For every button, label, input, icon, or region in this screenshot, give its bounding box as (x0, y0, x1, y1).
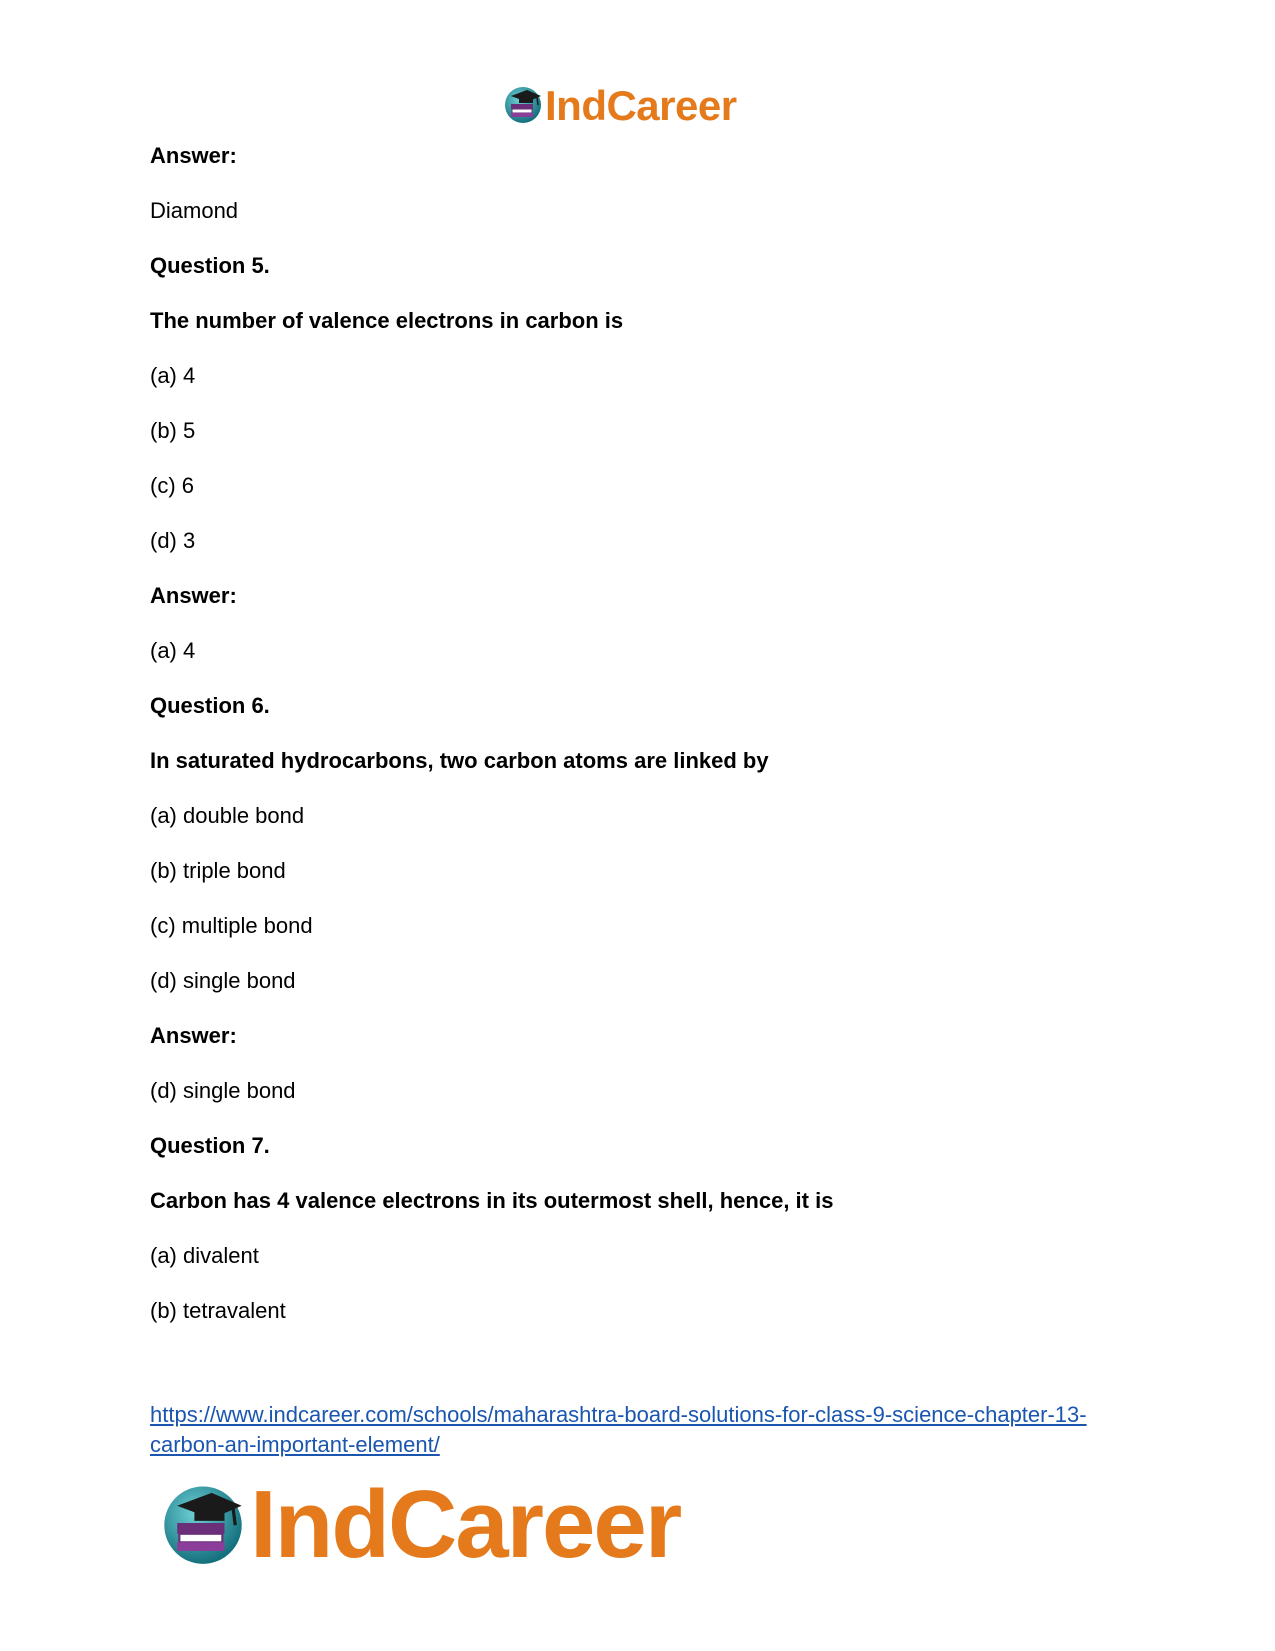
source-link-block (150, 1400, 1150, 1460)
option-text: (b) triple bond (150, 858, 286, 883)
option-text: (a) double bond (150, 803, 305, 828)
question-number: Question 6. (150, 693, 270, 718)
header-logo (503, 82, 737, 130)
graduation-globe-icon (160, 1480, 246, 1571)
document-body (150, 143, 1140, 1353)
answer-label: Answer: (150, 1023, 237, 1048)
option-text: (c) multiple bond (150, 913, 313, 938)
answer-value: (d) single bond (150, 1078, 296, 1103)
logo-text: IndCareer (545, 82, 737, 129)
option-text: (c) 6 (150, 473, 194, 498)
option-text: (b) tetravalent (150, 1298, 286, 1323)
question-text: In saturated hydrocarbons, two carbon atoms are linked by (150, 748, 769, 773)
graduation-globe-icon (503, 84, 543, 129)
option-text: (a) 4 (150, 363, 196, 388)
logo-text: IndCareer (250, 1471, 681, 1578)
option-text: (d) 3 (150, 528, 196, 553)
answer-label: Answer: (150, 583, 237, 608)
answer-value: Diamond (150, 198, 239, 223)
option-text: (d) single bond (150, 968, 296, 993)
question-number: Question 5. (150, 253, 270, 278)
option-text: (a) divalent (150, 1243, 259, 1268)
question-text: The number of valence electrons in carbon is (150, 308, 624, 333)
answer-label: Answer: (150, 143, 237, 168)
question-text: Carbon has 4 valence electrons in its outermost shell, hence, it is (150, 1188, 834, 1213)
qa-lines (150, 143, 1140, 1324)
answer-value: (a) 4 (150, 638, 196, 663)
question-number: Question 7. (150, 1133, 270, 1158)
option-text: (b) 5 (150, 418, 196, 443)
source-link[interactable]: https://www.indcareer.com/schools/maharashtra-board-solutions-for-class-9-science-chapter-13-carbon-an-important-element/ (150, 1402, 1087, 1457)
footer-logo (160, 1470, 680, 1580)
